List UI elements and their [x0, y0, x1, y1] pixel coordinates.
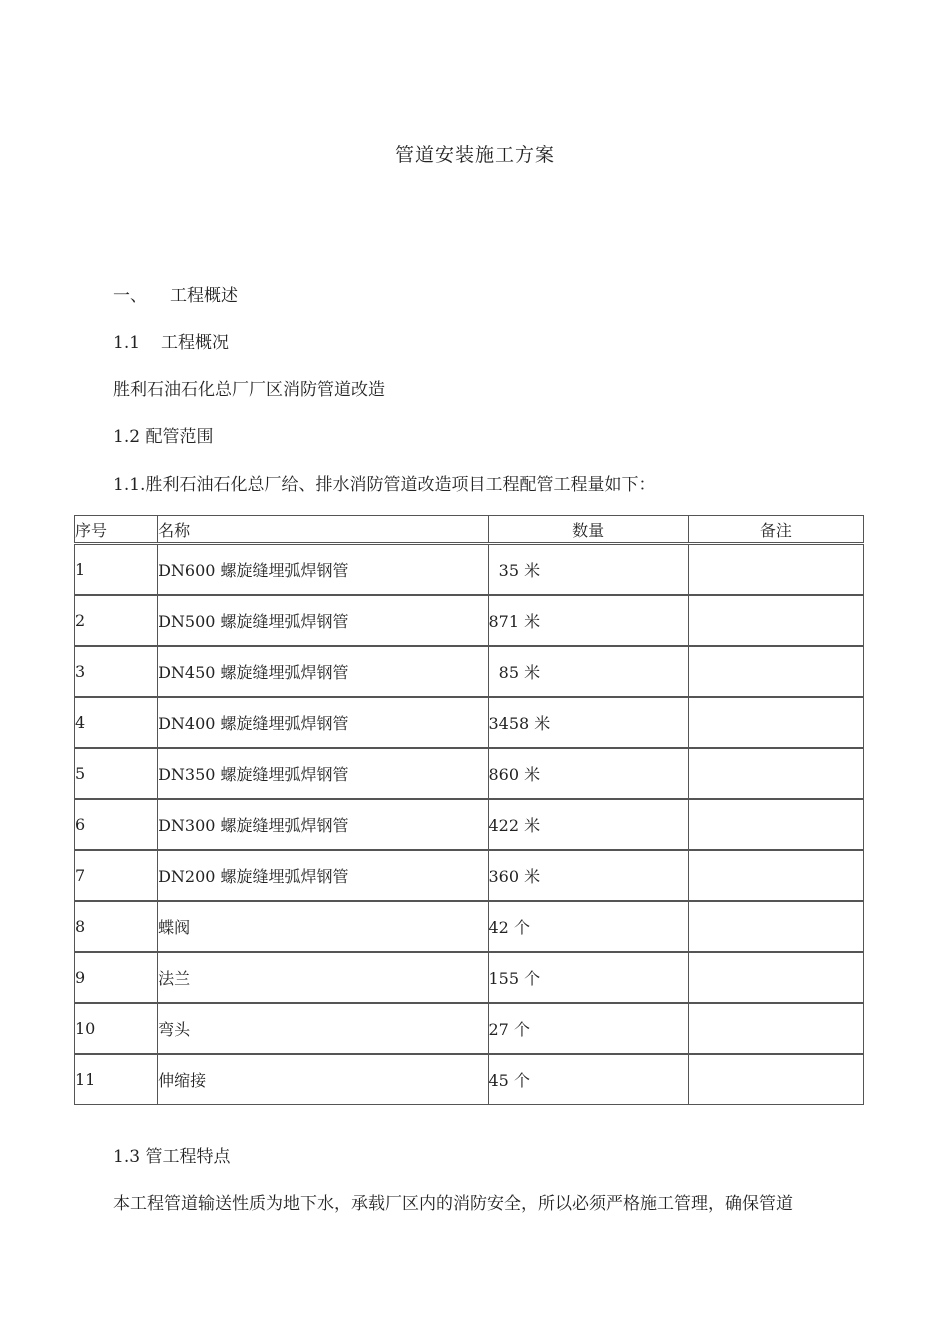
subsection-number: 1.1	[113, 333, 141, 353]
cell-note	[688, 595, 863, 646]
subsection-heading-1-1	[113, 328, 229, 353]
cell-note	[688, 1054, 863, 1105]
table-row	[75, 595, 864, 646]
section-heading-1	[113, 281, 238, 306]
cell-note	[688, 646, 863, 697]
cell-qty: 871 米	[488, 595, 688, 646]
cell-name: DN600 螺旋缝埋弧焊钢管	[158, 544, 488, 596]
cell-qty: 422 米	[488, 799, 688, 850]
cell-no: 7	[75, 850, 158, 901]
table-row	[75, 799, 864, 850]
quantity-table	[74, 515, 864, 1105]
cell-no: 6	[75, 799, 158, 850]
cell-note	[688, 901, 863, 952]
cell-name: 伸缩接	[158, 1054, 488, 1105]
cell-qty: 42 个	[488, 901, 688, 952]
body-paragraph: 本工程管道输送性质为地下水，承载厂区内的消防安全，所以必须严格施工管理，确保管道	[113, 1194, 793, 1214]
subsection-heading-1-2: 1.2 配管范围	[113, 427, 214, 447]
cell-qty: 27 个	[488, 1003, 688, 1054]
cell-qty: 35 米	[488, 544, 688, 596]
cell-note	[688, 544, 863, 596]
table-row	[75, 901, 864, 952]
header-name: 名称	[158, 516, 488, 544]
table-row	[75, 850, 864, 901]
intro-sentence: 1.1.胜利石油石化总厂给、排水消防管道改造项目工程配管工程量如下：	[113, 475, 656, 495]
cell-note	[688, 748, 863, 799]
table-row	[75, 646, 864, 697]
cell-name: 弯头	[158, 1003, 488, 1054]
cell-qty: 45 个	[488, 1054, 688, 1105]
cell-note	[688, 799, 863, 850]
project-name: 胜利石油石化总厂厂区消防管道改造	[113, 380, 385, 400]
cell-name: DN500 螺旋缝埋弧焊钢管	[158, 595, 488, 646]
table-row	[75, 1054, 864, 1105]
cell-no: 4	[75, 697, 158, 748]
cell-no: 5	[75, 748, 158, 799]
cell-qty: 360 米	[488, 850, 688, 901]
cell-note	[688, 1003, 863, 1054]
cell-no: 9	[75, 952, 158, 1003]
cell-qty: 85 米	[488, 646, 688, 697]
cell-name: DN300 螺旋缝埋弧焊钢管	[158, 799, 488, 850]
cell-qty: 860 米	[488, 748, 688, 799]
cell-name: DN350 螺旋缝埋弧焊钢管	[158, 748, 488, 799]
header-no: 序号	[75, 516, 158, 544]
subsection-heading-1-3: 1.3 管工程特点	[113, 1147, 231, 1167]
cell-name: DN450 螺旋缝埋弧焊钢管	[158, 646, 488, 697]
cell-no: 8	[75, 901, 158, 952]
subsection-label: 工程概况	[161, 333, 229, 353]
table-row	[75, 748, 864, 799]
cell-name: 蝶阀	[158, 901, 488, 952]
header-note: 备注	[688, 516, 863, 544]
cell-name: 法兰	[158, 952, 488, 1003]
cell-qty: 3458 米	[488, 697, 688, 748]
section-label: 工程概述	[170, 286, 238, 306]
cell-no: 3	[75, 646, 158, 697]
cell-qty: 155 个	[488, 952, 688, 1003]
cell-note	[688, 697, 863, 748]
table-row	[75, 1003, 864, 1054]
table-row	[75, 544, 864, 596]
cell-no: 11	[75, 1054, 158, 1105]
cell-name: DN200 螺旋缝埋弧焊钢管	[158, 850, 488, 901]
cell-no: 2	[75, 595, 158, 646]
header-qty: 数量	[488, 516, 688, 544]
cell-note	[688, 850, 863, 901]
cell-note	[688, 952, 863, 1003]
table-row	[75, 697, 864, 748]
cell-name: DN400 螺旋缝埋弧焊钢管	[158, 697, 488, 748]
section-number: 一、	[113, 286, 147, 306]
page-title: 管道安装施工方案	[394, 144, 555, 166]
cell-no: 1	[75, 544, 158, 596]
table-row	[75, 952, 864, 1003]
cell-no: 10	[75, 1003, 158, 1054]
table-header-row	[75, 516, 864, 544]
